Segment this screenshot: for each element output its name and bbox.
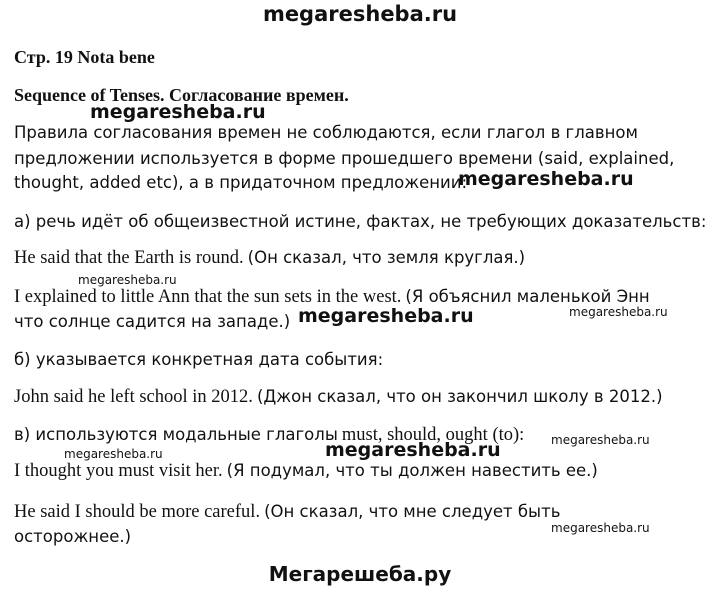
rule-a-example-1 <box>14 248 525 269</box>
example-translation: (Он сказал, что земля круглая.) <box>247 248 526 267</box>
example-english: He said I should be more careful. <box>14 502 261 522</box>
example-translation: (Джон сказал, что он закончил школу в 2012.) <box>256 387 663 406</box>
site-footer: Мегарешеба.ру <box>268 562 452 586</box>
topic-heading: Sequence of Tenses. Согласование времен. <box>14 85 349 105</box>
intro-line-2: предложении используется в форме прошедшего времени (said, explained, <box>14 149 675 168</box>
example-translation: (Он сказал, что мне следует быть <box>264 502 561 521</box>
rule-c-text-ru: в) используются модальные глаголы <box>14 425 338 444</box>
rule-c-example-2 <box>14 502 560 523</box>
watermark: megaresheba.ru <box>325 439 501 461</box>
watermark: megaresheba.ru <box>551 521 650 535</box>
rule-c-text-en: must, should, ought (to): <box>341 425 525 445</box>
example-translation: (Я объяснил маленькой Энн <box>405 287 650 306</box>
page-heading: Стр. 19 Nota bene <box>14 47 155 67</box>
rule-c-example-2-continued: осторожнее.) <box>14 527 132 546</box>
rule-b-text: б) указывается конкретная дата события: <box>14 350 384 369</box>
watermark: megaresheba.ru <box>569 305 668 319</box>
example-english: John said he left school in 2012. <box>14 387 253 407</box>
example-english: He said that the Earth is round. <box>14 248 244 268</box>
rule-b-example-1 <box>14 387 663 408</box>
watermark: megaresheba.ru <box>551 433 650 447</box>
watermark: megaresheba.ru <box>298 305 474 327</box>
example-translation: (Я подумал, что ты должен навестить ее.) <box>226 461 598 480</box>
rule-c-example-1 <box>14 461 598 482</box>
watermark: megaresheba.ru <box>78 273 177 287</box>
watermark: megaresheba.ru <box>90 101 266 123</box>
rule-a-text: а) речь идёт об общеизвестной истине, фактах, не требующих доказательств: <box>14 212 707 231</box>
example-english: I thought you must visit her. <box>14 461 223 481</box>
intro-line-3: thought, added etc), а в придаточном предложении: <box>14 173 468 192</box>
rule-a-example-2-continued: что солнце садится на западе.) <box>14 312 291 331</box>
watermark: megaresheba.ru <box>64 447 163 461</box>
example-english: I explained to little Ann that the sun sets in the west. <box>14 287 402 307</box>
intro-line-1: Правила согласования времен не соблюдаются, если глагол в главном <box>14 123 638 142</box>
site-header: megaresheba.ru <box>262 2 458 26</box>
watermark: megaresheba.ru <box>458 168 634 190</box>
